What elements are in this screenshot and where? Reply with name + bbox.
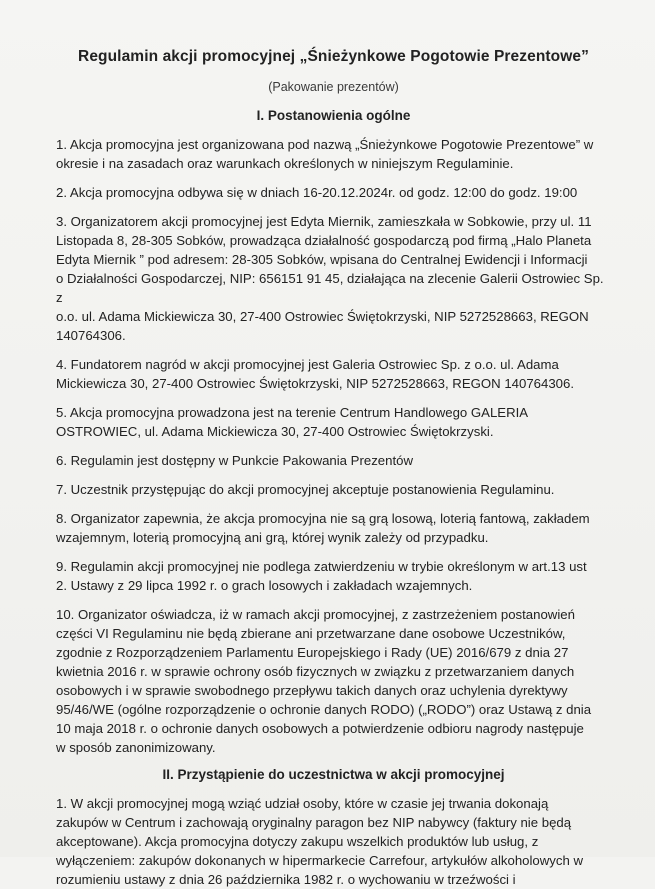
paragraph-1-1: 1. Akcja promocyjna jest organizowana pod nazwą „Śnieżynkowe Pogotowie Prezentowe” w okresie i na zasadach oraz warunkach określonych w niniejszym Regulaminie. — [56, 137, 594, 171]
paragraph-1-4: 4. Fundatorem nagród w akcji promocyjnej jest Galeria Ostrowiec Sp. z o.o. ul. Adama Mickiewicza 30, 27-400 Ostrowiec Świętokrzyski, NIP 5272528663, REGON 140764306. — [56, 357, 574, 391]
paragraph-1-9: 9. Regulamin akcji promocyjnej nie podlega zatwierdzeniu w trybie określonym w art.13 ust 2. Ustawy z 29 lipca 1992 r. o grach losowych i zakładach wzajemnych. — [56, 559, 587, 593]
paragraph-1-8: 8. Organizator zapewnia, że akcja promocyjna nie są grą losową, loterią fantową, zakładem wzajemnym, loterią promocyjną ani grą, której wynik zależy od przypadku. — [56, 511, 590, 545]
section-heading-1: I. Postanowienia ogólne — [256, 108, 411, 123]
paragraph-1-2: 2. Akcja promocyjna odbywa się w dniach 16-20.12.2024r. od godz. 12:00 do godz. 19:00 — [56, 185, 578, 200]
paragraph-1-10: 10. Organizator oświadcza, iż w ramach akcji promocyjnej, z zastrzeżeniem postanowień części VI Regulaminu nie będą zbierane ani przetwarzane dane osobowe Uczestników, zgodnie z Rozporządzeniem Parlamentu Europejskiego i Rady (UE) 2016/679 z dnia 27 kwietnia 2016 r. w sprawie ochrony osób fizycznych w związku z przetwarzaniem danych osobowych i w sprawie swobodnego przepływu takich danych oraz uchylenia dyrektywy 95/46/WE (ogólne rozporządzenie o ochronie danych RODO) („RODO”) oraz Ustawą z dnia 10 maja 2018 r. o ochronie danych osobowych a potwierdzenie odbioru nagrody następuje w sposób zanonimizowany. — [56, 607, 592, 755]
paragraph-1-6: 6. Regulamin jest dostępny w Punkcie Pakowania Prezentów — [56, 453, 413, 468]
paragraph-1-7: 7. Uczestnik przystępując do akcji promocyjnej akceptuje postanowienia Regulaminu. — [56, 482, 555, 497]
section-heading-2: II. Przystąpienie do uczestnictwa w akcji promocyjnej — [162, 767, 505, 782]
document-title: Regulamin akcji promocyjnej „Śnieżynkowe Pogotowie Prezentowe” — [78, 48, 589, 65]
paragraph-2-1: 1. W akcji promocyjnej mogą wziąć udział osoby, które w czasie jej trwania dokonają zakupów w Centrum i zachowają oryginalny paragon bez NIP nabywcy (faktury nie będą akceptowane). Akcja promocyjna dotyczy zakupu wszelkich produktów lub usług, z wyłączeniem: zakupów dokonanych w hipermarkecie Carrefour, artykułów alkoholowych w rozumieniu ustawy z dnia 26 października 1982 r. o wychowaniu w trzeźwości i — [56, 796, 584, 887]
paragraph-1-3: 3. Organizatorem akcji promocyjnej jest Edyta Miernik, zamieszkała w Sobkowie, przy ul. 11 Listopada 8, 28-305 Sobków, prowadząca działalność gospodarczą pod firmą „Halo Planeta Edyta Miernik ” pod adresem: 28-305 Sobków, wpisana do Centralnej Ewidencji i Informacji o Działalności Gospodarczej, NIP: 656151 91 45, działająca na zlecenie Galerii Ostrowiec Sp. z o.o. ul. Adama Mickiewicza 30, 27-400 Ostrowiec Świętokrzyski, NIP 5272528663, REGON 140764306. — [56, 214, 604, 343]
paragraph-1-5: 5. Akcja promocyjna prowadzona jest na terenie Centrum Handlowego GALERIA OSTROWIEC, ul. Adama Mickiewicza 30, 27-400 Ostrowiec Świętokrzyski. — [56, 405, 529, 439]
document-subtitle: (Pakowanie prezentów) — [268, 80, 399, 94]
